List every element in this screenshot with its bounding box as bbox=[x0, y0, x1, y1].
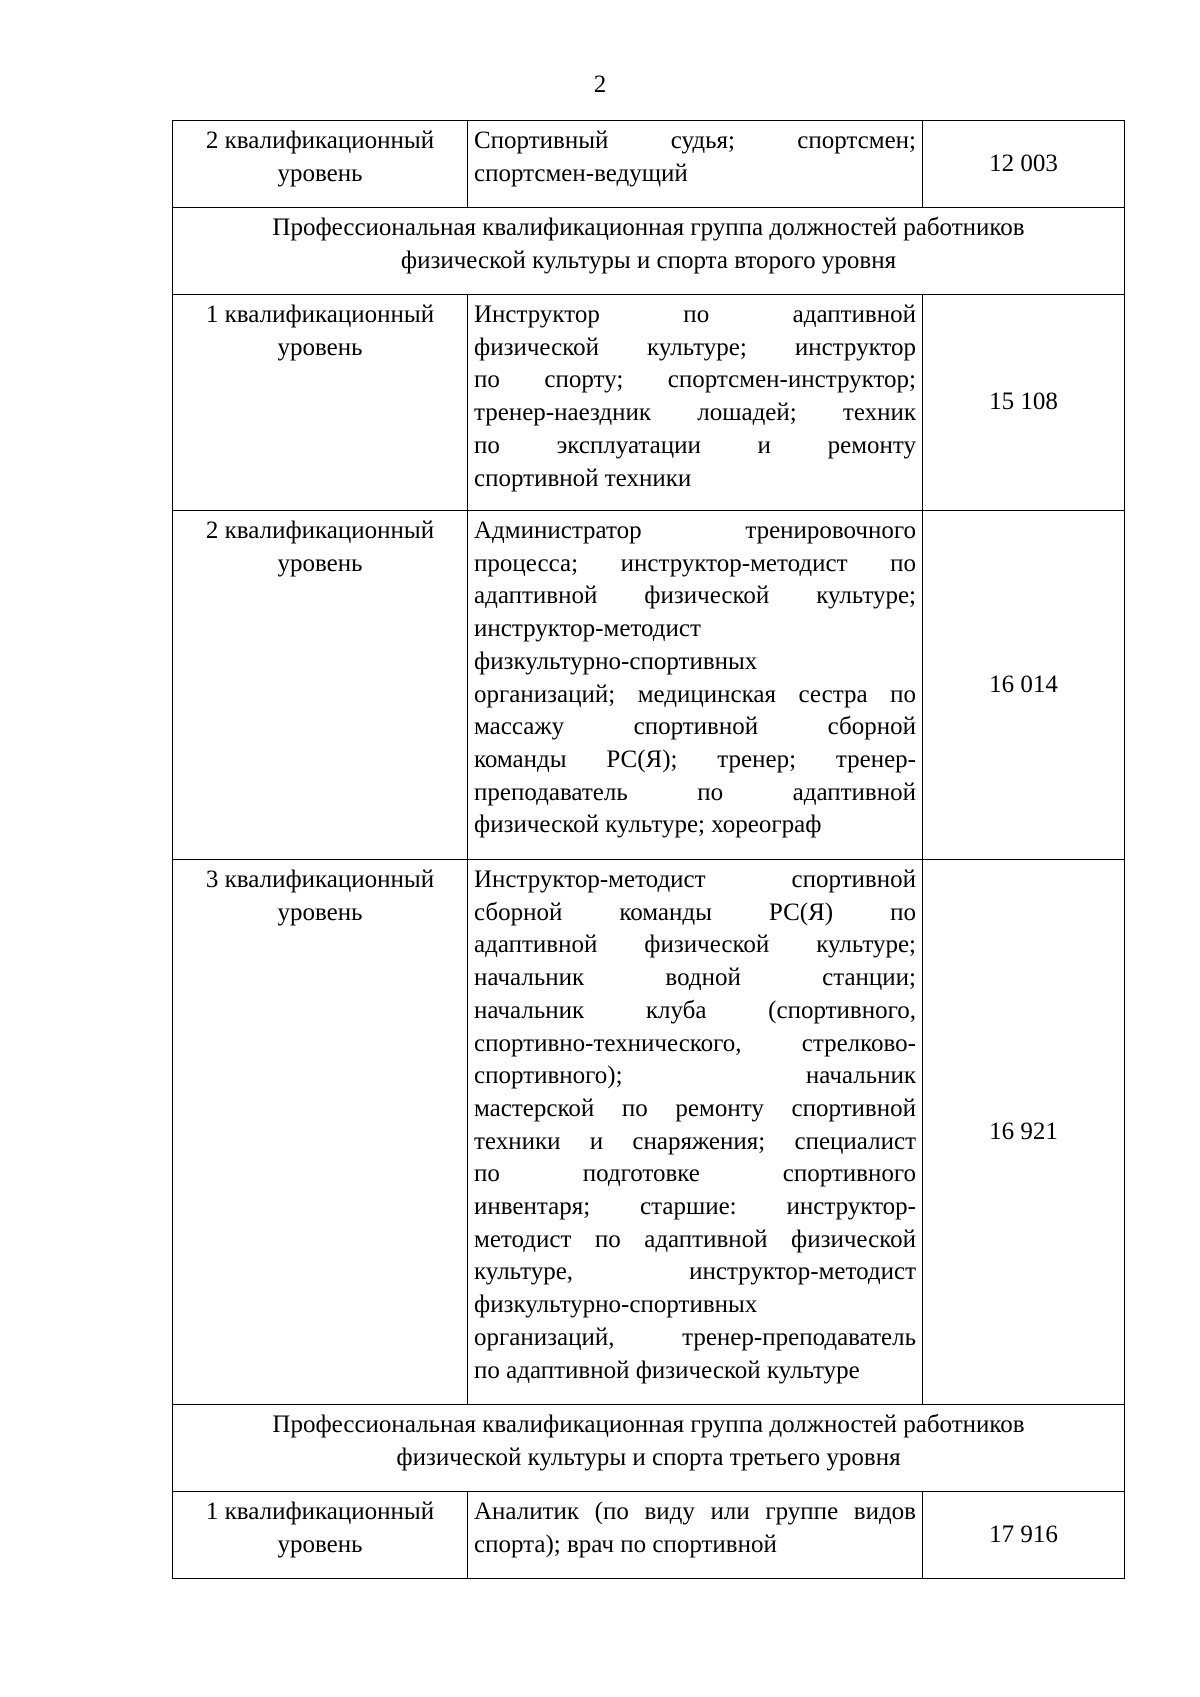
positions-list-line: мастерской по ремонту спортивной bbox=[474, 1094, 916, 1122]
positions-list bbox=[468, 511, 923, 860]
table-row bbox=[173, 1492, 1125, 1579]
qualification-level-line: 2 квалификационный bbox=[205, 127, 435, 154]
qualification-level bbox=[173, 121, 468, 208]
positions-list-line: преподаватель по адаптивной bbox=[474, 778, 916, 806]
positions-list-line: по спорту; спортсмен-инструктор; bbox=[474, 366, 916, 394]
positions-list-line: сборной команды РС(Я) по bbox=[474, 898, 916, 926]
positions-list-line: физической культуре; инструктор bbox=[474, 333, 916, 361]
positions-list bbox=[468, 295, 923, 511]
qualification-level-line: уровень bbox=[277, 549, 363, 577]
qualification-level-line: уровень bbox=[277, 1530, 363, 1558]
positions-list-line: Администратор тренировочного bbox=[474, 517, 916, 544]
positions-list-line: инвентаря; старшие: инструктор- bbox=[474, 1193, 916, 1221]
positions-list-line: спортивной техники bbox=[474, 464, 692, 492]
positions-list-line: инструктор-методист bbox=[474, 615, 701, 643]
group-title bbox=[173, 1405, 1125, 1492]
qualification-level-line: уровень bbox=[277, 159, 363, 187]
positions-list-line: по адаптивной физической культуре bbox=[474, 1356, 860, 1384]
qualification-level bbox=[173, 295, 468, 511]
table-row bbox=[173, 295, 1125, 511]
positions-list-line: физкультурно-спортивных bbox=[474, 1291, 758, 1319]
group-title-line: физической культуры и спорта третьего уровня bbox=[396, 1443, 901, 1471]
positions-list bbox=[468, 860, 923, 1405]
table-row bbox=[173, 511, 1125, 860]
salary-value: 17 916 bbox=[923, 1492, 1125, 1579]
positions-list-line: процесса; инструктор-методист по bbox=[474, 549, 916, 577]
positions-list-line: Аналитик (по виду или группе видов bbox=[474, 1498, 916, 1525]
qualification-level-line: 2 квалификационный bbox=[205, 517, 435, 544]
positions-list-line: физкультурно-спортивных bbox=[474, 647, 758, 675]
salary-table bbox=[172, 120, 1125, 1579]
positions-list-line: Инструктор-методист спортивной bbox=[474, 866, 916, 893]
qualification-level-line: уровень bbox=[277, 333, 363, 361]
group-title-line: Профессиональная квалификационная группа должностей работников bbox=[272, 214, 1025, 241]
qualification-level bbox=[173, 860, 468, 1405]
group-title-line: Профессиональная квалификационная группа должностей работников bbox=[272, 1411, 1025, 1438]
positions-list-line: адаптивной физической культуре; bbox=[474, 931, 916, 959]
positions-list-line: методист по адаптивной физической bbox=[474, 1225, 916, 1253]
positions-list-line: адаптивной физической культуре; bbox=[474, 582, 916, 610]
positions-list-line: команды РС(Я); тренер; тренер- bbox=[474, 745, 916, 773]
table-row bbox=[173, 121, 1125, 208]
positions-list-line: начальник клуба (спортивного, bbox=[474, 996, 916, 1024]
group-title bbox=[173, 208, 1125, 295]
positions-list-line: культуре, инструктор-методист bbox=[474, 1258, 916, 1286]
qualification-level bbox=[173, 511, 468, 860]
positions-list-line: организаций; медицинская сестра по bbox=[474, 680, 916, 708]
salary-value: 16 921 bbox=[923, 860, 1125, 1405]
positions-list-line: Инструктор по адаптивной bbox=[474, 301, 916, 328]
positions-list-line: спортсмен-ведущий bbox=[474, 159, 688, 187]
group-title-line: физической культуры и спорта второго уровня bbox=[400, 246, 897, 274]
qualification-level-line: 1 квалификационный bbox=[205, 301, 435, 328]
group-header-row bbox=[173, 1405, 1125, 1492]
qualification-level-line: уровень bbox=[277, 898, 363, 926]
positions-list-line: спортивного); начальник bbox=[474, 1062, 916, 1090]
positions-list-line: тренер-наездник лошадей; техник bbox=[474, 399, 916, 427]
qualification-level bbox=[173, 1492, 468, 1579]
positions-list-line: начальник водной станции; bbox=[474, 964, 916, 992]
salary-value: 12 003 bbox=[923, 121, 1125, 208]
qualification-level-line: 1 квалификационный bbox=[205, 1498, 435, 1525]
salary-value: 16 014 bbox=[923, 511, 1125, 860]
salary-value: 15 108 bbox=[923, 295, 1125, 511]
page-number: 2 bbox=[593, 71, 607, 98]
positions-list-line: организаций, тренер-преподаватель bbox=[474, 1323, 916, 1351]
positions-list-line: техники и снаряжения; специалист bbox=[474, 1127, 916, 1155]
qualification-level-line: 3 квалификационный bbox=[205, 866, 435, 893]
positions-list bbox=[468, 121, 923, 208]
positions-list-line: массажу спортивной сборной bbox=[474, 713, 916, 741]
positions-list bbox=[468, 1492, 923, 1579]
table-row bbox=[173, 860, 1125, 1405]
positions-list-line: Спортивный судья; спортсмен; bbox=[474, 127, 916, 154]
group-header-row bbox=[173, 208, 1125, 295]
positions-list-line: по эксплуатации и ремонту bbox=[474, 431, 916, 459]
positions-list-line: по подготовке спортивного bbox=[474, 1160, 916, 1188]
positions-list-line: физической культуре; хореограф bbox=[474, 811, 822, 839]
positions-list-line: спортивно-технического, стрелково- bbox=[474, 1029, 916, 1057]
positions-list-line: спорта); врач по спортивной bbox=[474, 1530, 777, 1558]
